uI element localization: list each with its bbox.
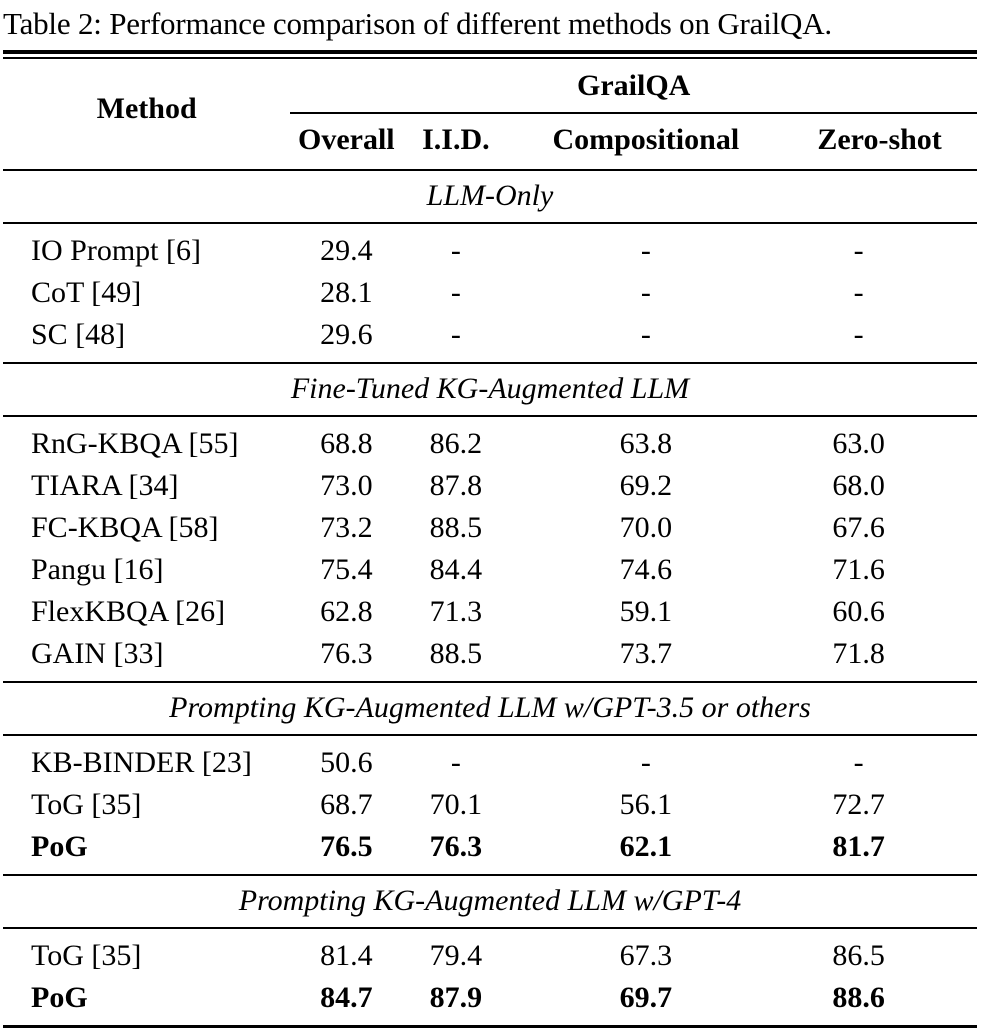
value-cell: - <box>853 233 864 267</box>
value-cell: 88.5 <box>429 510 483 544</box>
method-cell: CoT [49] <box>31 275 142 309</box>
section-title: Prompting KG-Augmented LLM w/GPT-4 <box>3 875 977 928</box>
method-cell: ToG [35] <box>31 787 142 821</box>
value-cell: 73.0 <box>320 468 373 502</box>
value-cell: 73.7 <box>619 636 673 670</box>
method-cell: IO Prompt [6] <box>31 233 201 267</box>
value-cell: - <box>853 745 864 779</box>
top-rule <box>3 50 977 59</box>
value-cell: 59.1 <box>619 594 673 628</box>
column-header-compositional: Compositional <box>509 113 782 170</box>
table-row <box>3 633 977 682</box>
table-caption: Table 2: Performance comparison of different methods on GrailQA. <box>3 6 832 41</box>
section-title-row <box>3 363 977 416</box>
value-cell: 67.6 <box>832 510 885 544</box>
value-cell: 68.0 <box>832 468 885 502</box>
table-row <box>3 465 977 507</box>
value-cell: 76.3 <box>429 829 483 863</box>
value-cell: - <box>640 233 651 267</box>
table-row <box>3 784 977 826</box>
value-cell: 88.5 <box>429 636 483 670</box>
value-cell: 67.3 <box>619 938 673 972</box>
value-cell: 73.2 <box>320 510 373 544</box>
table-row <box>3 507 977 549</box>
method-cell: FC-KBQA [58] <box>31 510 219 544</box>
method-cell: PoG <box>31 980 88 1014</box>
table-row <box>3 416 977 465</box>
value-cell: 70.1 <box>429 787 483 821</box>
method-cell: FlexKBQA [26] <box>31 594 226 628</box>
value-cell: 86.2 <box>429 426 483 460</box>
section-title: LLM-Only <box>3 170 977 223</box>
value-cell: 81.7 <box>832 829 885 863</box>
method-cell: KB-BINDER [23] <box>31 745 252 779</box>
value-cell: 63.0 <box>832 426 885 460</box>
value-cell: 29.4 <box>320 233 373 267</box>
method-cell: PoG <box>31 829 88 863</box>
value-cell: 81.4 <box>320 938 373 972</box>
method-cell: GAIN [33] <box>31 636 164 670</box>
section-prompting-gpt35 <box>3 682 977 875</box>
value-cell: 62.8 <box>320 594 373 628</box>
value-cell: - <box>640 317 651 351</box>
section-llm-only <box>3 170 977 363</box>
method-cell: RnG-KBQA [55] <box>31 426 239 460</box>
results-table <box>3 61 977 1028</box>
section-title-row <box>3 682 977 735</box>
value-cell: 29.6 <box>320 317 373 351</box>
value-cell: 84.4 <box>429 552 483 586</box>
value-cell: 69.7 <box>619 980 673 1014</box>
value-cell: 74.6 <box>619 552 673 586</box>
section-fine-tuned <box>3 363 977 682</box>
value-cell: 56.1 <box>619 787 673 821</box>
value-cell: - <box>450 233 461 267</box>
section-title: Prompting KG-Augmented LLM w/GPT-3.5 or others <box>3 682 977 735</box>
value-cell: - <box>450 275 461 309</box>
value-cell: 88.6 <box>832 980 885 1014</box>
column-header-iid: I.I.D. <box>402 113 509 170</box>
method-cell: Pangu [16] <box>31 552 164 586</box>
value-cell: - <box>640 275 651 309</box>
value-cell: 72.7 <box>832 787 885 821</box>
method-column-header: Method <box>3 61 290 170</box>
table-row <box>3 977 977 1027</box>
value-cell: 69.2 <box>619 468 673 502</box>
value-cell: 76.5 <box>320 829 373 863</box>
column-header-overall: Overall <box>290 113 402 170</box>
value-cell: - <box>450 745 461 779</box>
value-cell: - <box>853 275 864 309</box>
method-cell: TIARA [34] <box>31 468 179 502</box>
value-cell: - <box>640 745 651 779</box>
value-cell: 79.4 <box>429 938 483 972</box>
value-cell: 68.8 <box>320 426 373 460</box>
table-row <box>3 735 977 784</box>
value-cell: 68.7 <box>320 787 373 821</box>
value-cell: 71.8 <box>832 636 885 670</box>
section-title-row <box>3 875 977 928</box>
section-prompting-gpt4 <box>3 875 977 1027</box>
value-cell: 62.1 <box>619 829 673 863</box>
value-cell: - <box>450 317 461 351</box>
value-cell: 50.6 <box>320 745 373 779</box>
value-cell: 86.5 <box>832 938 885 972</box>
value-cell: 75.4 <box>320 552 373 586</box>
grailqa-group-header: GrailQA <box>290 61 977 113</box>
group-header-row <box>3 61 977 113</box>
table-row <box>3 549 977 591</box>
section-title: Fine-Tuned KG-Augmented LLM <box>3 363 977 416</box>
value-cell: 87.8 <box>429 468 483 502</box>
value-cell: 71.6 <box>832 552 885 586</box>
table-row <box>3 272 977 314</box>
value-cell: 60.6 <box>832 594 885 628</box>
table-header <box>3 61 977 170</box>
value-cell: 70.0 <box>619 510 673 544</box>
table-row <box>3 223 977 272</box>
value-cell: 76.3 <box>320 636 373 670</box>
table-row <box>3 826 977 875</box>
value-cell: 71.3 <box>429 594 483 628</box>
table-row <box>3 591 977 633</box>
value-cell: 87.9 <box>429 980 483 1014</box>
table-row <box>3 928 977 977</box>
method-cell: SC [48] <box>31 317 126 351</box>
table-row <box>3 314 977 363</box>
value-cell: 84.7 <box>320 980 373 1014</box>
value-cell: 63.8 <box>619 426 673 460</box>
section-title-row <box>3 170 977 223</box>
value-cell: - <box>853 317 864 351</box>
column-header-zeroshot: Zero-shot <box>782 113 977 170</box>
value-cell: 28.1 <box>320 275 373 309</box>
method-cell: ToG [35] <box>31 938 142 972</box>
